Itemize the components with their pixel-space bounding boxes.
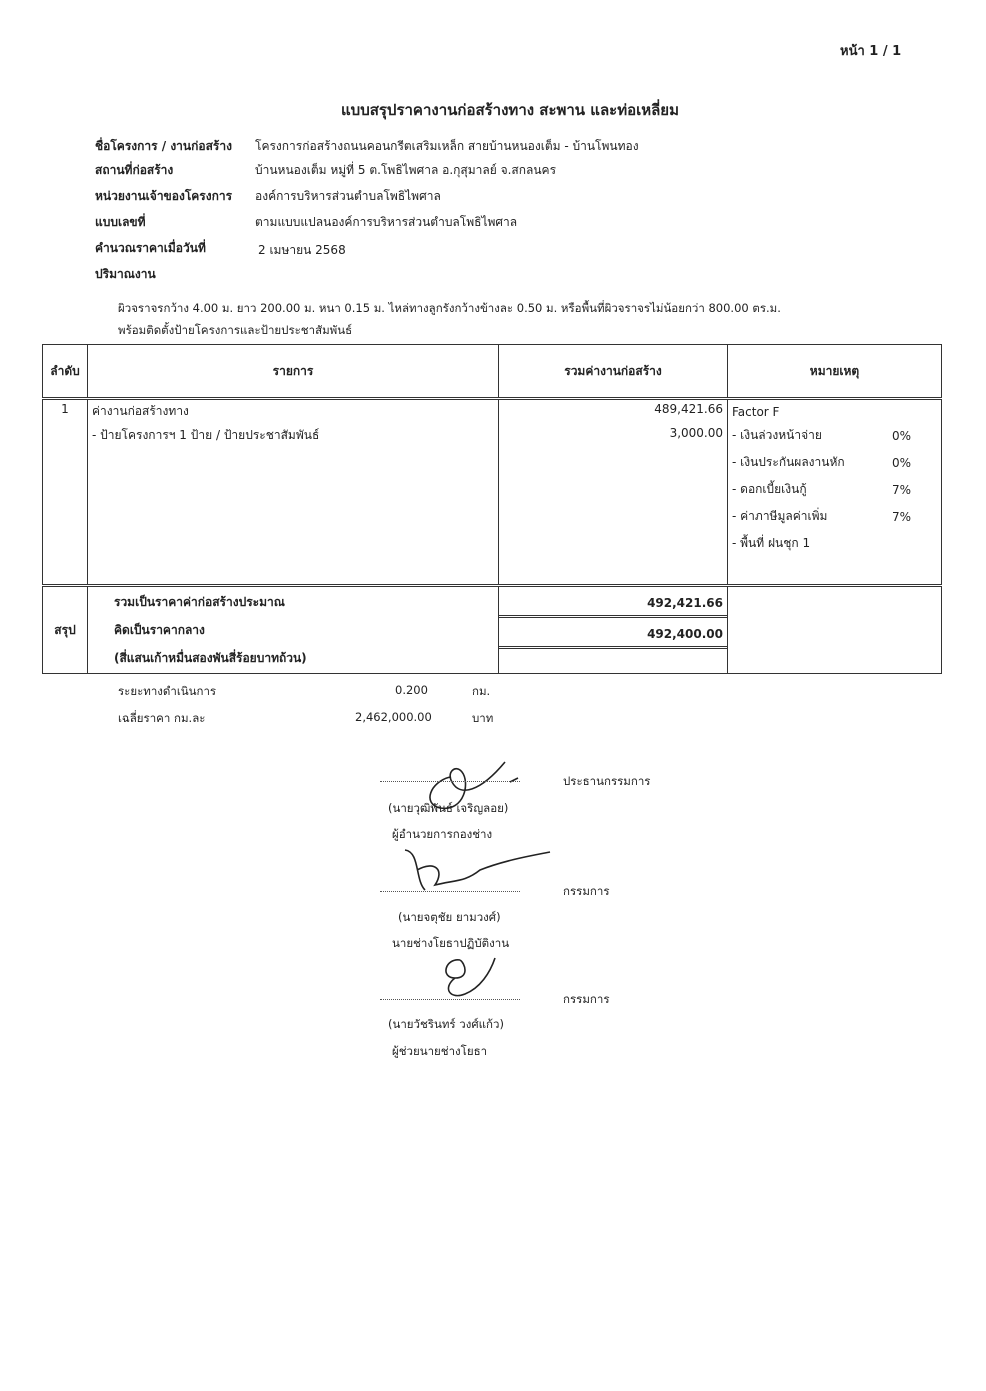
signer-3-role: กรรมการ	[563, 992, 610, 1006]
row-total-cell	[499, 399, 728, 586]
summary-median-label: คิดเป็นราคากลาง	[114, 623, 205, 637]
owner-value: องค์การบริหารส่วนตำบลโพธิไพศาล	[255, 189, 441, 203]
summary-row	[43, 586, 942, 674]
summary-total-label: รวมเป็นราคาค่าก่อสร้างประมาณ	[114, 595, 285, 609]
calc-date-value: 2 เมษายน 2568	[258, 243, 346, 257]
signer-1-position: ผู้อำนวยการกองช่าง	[392, 827, 493, 841]
location-label: สถานที่ก่อสร้าง	[95, 163, 174, 177]
signature-line-3	[380, 998, 520, 1000]
summary-words: (สี่แสนเก้าหมื่นสองพันสี่ร้อยบาทถ้วน)	[114, 651, 307, 665]
header-item: รายการ	[88, 345, 499, 399]
signer-2-role: กรรมการ	[563, 884, 610, 898]
row-item-cell	[88, 399, 499, 586]
row-total-1: 489,421.66	[654, 402, 723, 416]
remark-cell	[728, 399, 942, 586]
signature-line-2	[380, 890, 520, 892]
distance-unit: กม.	[472, 684, 491, 698]
distance-label: ระยะทางดำเนินการ	[118, 684, 217, 698]
signer-3-position: ผู้ช่วยนายช่างโยธา	[392, 1044, 488, 1058]
row-item-2: - ป้ายโครงการฯ 1 ป้าย / ป้ายประชาสัมพันธ์	[92, 428, 320, 442]
plan-label: แบบเลขที่	[95, 215, 146, 229]
remark-advance: - เงินล่วงหน้าจ่าย 0%	[732, 428, 911, 443]
remark-interest: - ดอกเบี้ยเงินกู้ 7%	[732, 482, 911, 497]
signer-3-name: (นายวัชรินทร์ วงศ์แก้ว)	[388, 1017, 504, 1031]
summary-median-value: 492,400.00	[499, 618, 727, 649]
project-name-value: โครงการก่อสร้างถนนคอนกรีตเสริมเหล็ก สายบ้านหนองเต็ม - บ้านโพนทอง	[255, 139, 639, 153]
summary-value-cell	[499, 586, 728, 674]
cost-table	[42, 344, 942, 674]
avg-value: 2,462,000.00	[355, 710, 432, 724]
location-value: บ้านหนองเต็ม หมู่ที่ 5 ต.โพธิไพศาล อ.กุสุมาลย์ จ.สกลนคร	[255, 163, 557, 177]
quantity-line-2: พร้อมติดตั้งป้ายโครงการและป้ายประชาสัมพันธ์	[118, 323, 353, 337]
signer-1-name: (นายวุฒิพันธ์ เจริญลอย)	[388, 801, 509, 815]
signer-2-position: นายช่างโยธาปฏิบัติงาน	[392, 936, 510, 950]
row-no: 1	[61, 402, 69, 416]
calc-date-label: คำนวณราคาเมื่อวันที่	[95, 241, 206, 255]
document-title: แบบสรุปราคางานก่อสร้างทาง สะพาน และท่อเหลี่ยม	[341, 101, 679, 119]
table-header-row	[43, 345, 942, 399]
summary-remark-cell	[728, 586, 942, 674]
table-body-row	[43, 399, 942, 586]
signer-1-role: ประธานกรรมการ	[563, 774, 651, 788]
signature-line-1	[380, 780, 520, 782]
summary-text-cell	[88, 586, 499, 674]
summary-label: สรุป	[43, 586, 88, 674]
quantity-label: ปริมาณงาน	[95, 267, 156, 281]
header-total: รวมค่างานก่อสร้าง	[499, 345, 728, 399]
remark-area: - พื้นที่ ฝนชุก 1	[732, 536, 811, 550]
avg-label: เฉลี่ยราคา กม.ละ	[118, 711, 206, 725]
remark-retention: - เงินประกันผลงานหัก 0%	[732, 455, 911, 470]
row-total-2: 3,000.00	[669, 426, 723, 440]
project-name-label: ชื่อโครงการ / งานก่อสร้าง	[95, 139, 232, 153]
header-remark: หมายเหตุ	[728, 345, 942, 399]
row-item-1: ค่างานก่อสร้างทาง	[92, 404, 189, 418]
avg-unit: บาท	[472, 711, 494, 725]
plan-value: ตามแบบแปลนองค์การบริหารส่วนตำบลโพธิไพศาล	[255, 215, 518, 229]
page-number: หน้า 1 / 1	[840, 44, 902, 59]
row-no-cell	[43, 399, 88, 586]
owner-label: หน่วยงานเจ้าของโครงการ	[95, 189, 233, 203]
signer-2-name: (นายจตุชัย ยามวงศ์)	[398, 910, 501, 924]
signature-2-icon	[395, 840, 555, 910]
remark-vat: - ค่าภาษีมูลค่าเพิ่ม 7%	[732, 509, 911, 524]
distance-value: 0.200	[395, 683, 428, 697]
header-no: ลำดับ	[43, 345, 88, 399]
quantity-line-1: ผิวจราจรกว้าง 4.00 ม. ยาว 200.00 ม. หนา 0.15 ม. ไหล่ทางลูกรังกว้างข้างละ 0.50 ม. หรือพื้นที่ผิวจราจรไม่น้อยกว่า 800.00 ตร.ม.	[118, 301, 781, 315]
remark-factor: Factor F	[732, 405, 780, 419]
summary-total-value: 492,421.66	[499, 587, 727, 618]
